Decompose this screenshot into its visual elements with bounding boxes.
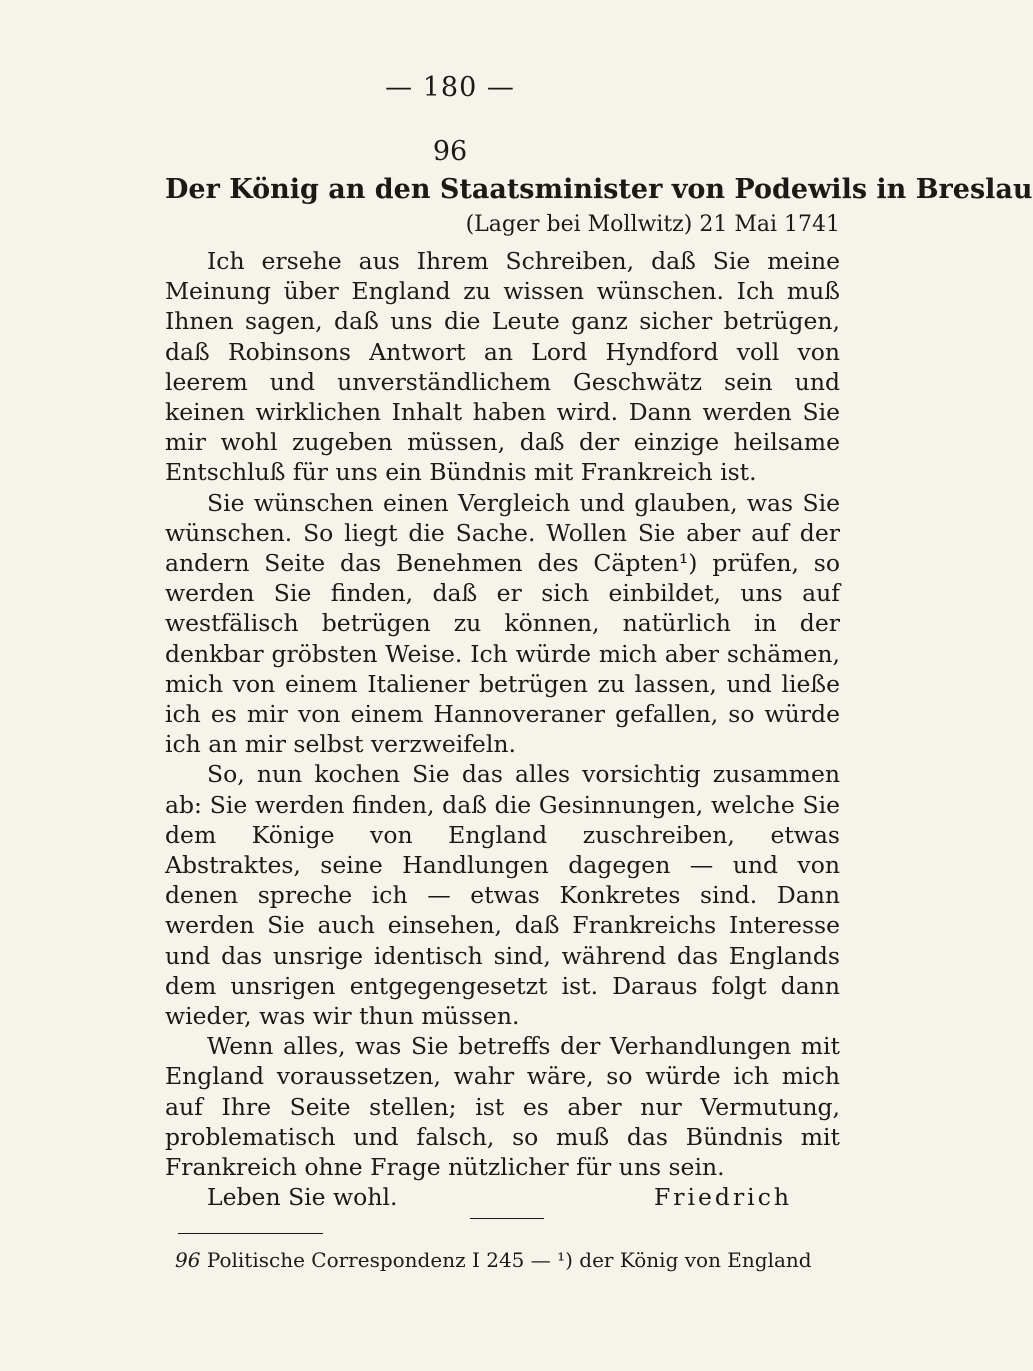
end-rule [470, 1218, 544, 1219]
letter-body [165, 246, 840, 1213]
signature-name: Friedrich [653, 1183, 792, 1212]
paragraph: Sie wünschen einen Vergleich und glauben, was Sie wünschen. So liegt die Sache. Wollen Sie aber auf der andern Seite das Benehmen des Cäpten¹) prüfen, so werden Sie finden, daß er sich einbildet, uns auf westfälisch betrügen zu können, natürlich in der denkbar gröbsten Weise. Ich würde mich aber schämen, mich von einem Italiener betrügen zu lassen, und ließe ich es mir von einem Hannoveraner gefallen, so würde ich an mir selbst verzweifeln. [165, 488, 840, 759]
closing-phrase: Leben Sie wohl. [207, 1183, 398, 1212]
paragraph: So, nun kochen Sie das alles vorsichtig zusammen ab: Sie werden finden, daß die Gesinnungen, welche Sie dem Könige von England zuschreiben, etwas Abstraktes, seine Handlungen dagegen — und von denen spreche ich — etwas Konkretes sind. Dann werden Sie auch einsehen, daß Frankreichs Interesse und das unsrige identisch sind, während das Englands dem unsrigen entgegengesetzt ist. Daraus folgt dann wieder, was wir thun müssen. [165, 760, 840, 1031]
letter-title: Der König an den Staatsminister von Podewils in Breslau [165, 174, 1033, 205]
footnote-text: Politische Correspondenz I 245 — ¹) der König von England [206, 1248, 812, 1272]
footnote [175, 1248, 845, 1272]
document-number: 96 [432, 136, 468, 167]
paragraph: Wenn alles, was Sie betreffs der Verhandlungen mit England voraussetzen, wahr wäre, so würde ich mich auf Ihre Seite stellen; ist es aber nur Vermutung, problematisch und falsch, so muß das Bündnis mit Frankreich ohne Frage nützlicher für uns sein. [165, 1032, 840, 1182]
footnote-rule [178, 1233, 323, 1234]
signature-line [165, 1182, 840, 1212]
page-number: — 180 — [385, 72, 515, 103]
paragraph: Ich ersehe aus Ihrem Schreiben, daß Sie meine Meinung über England zu wissen wünschen. Ich muß Ihnen sagen, daß uns die Leute ganz sicher betrügen, daß Robinsons Antwort an Lord Hyndford voll von leerem und unverständlichem Geschwätz sein und keinen wirklichen Inhalt haben wird. Dann werden Sie mir wohl zugeben müssen, daß der einzige heilsame Entschluß für uns ein Bündnis mit Frankreich ist. [165, 247, 840, 487]
place-date: (Lager bei Mollwitz) 21 Mai 1741 [465, 212, 840, 237]
footnote-number: 96 [175, 1248, 201, 1272]
